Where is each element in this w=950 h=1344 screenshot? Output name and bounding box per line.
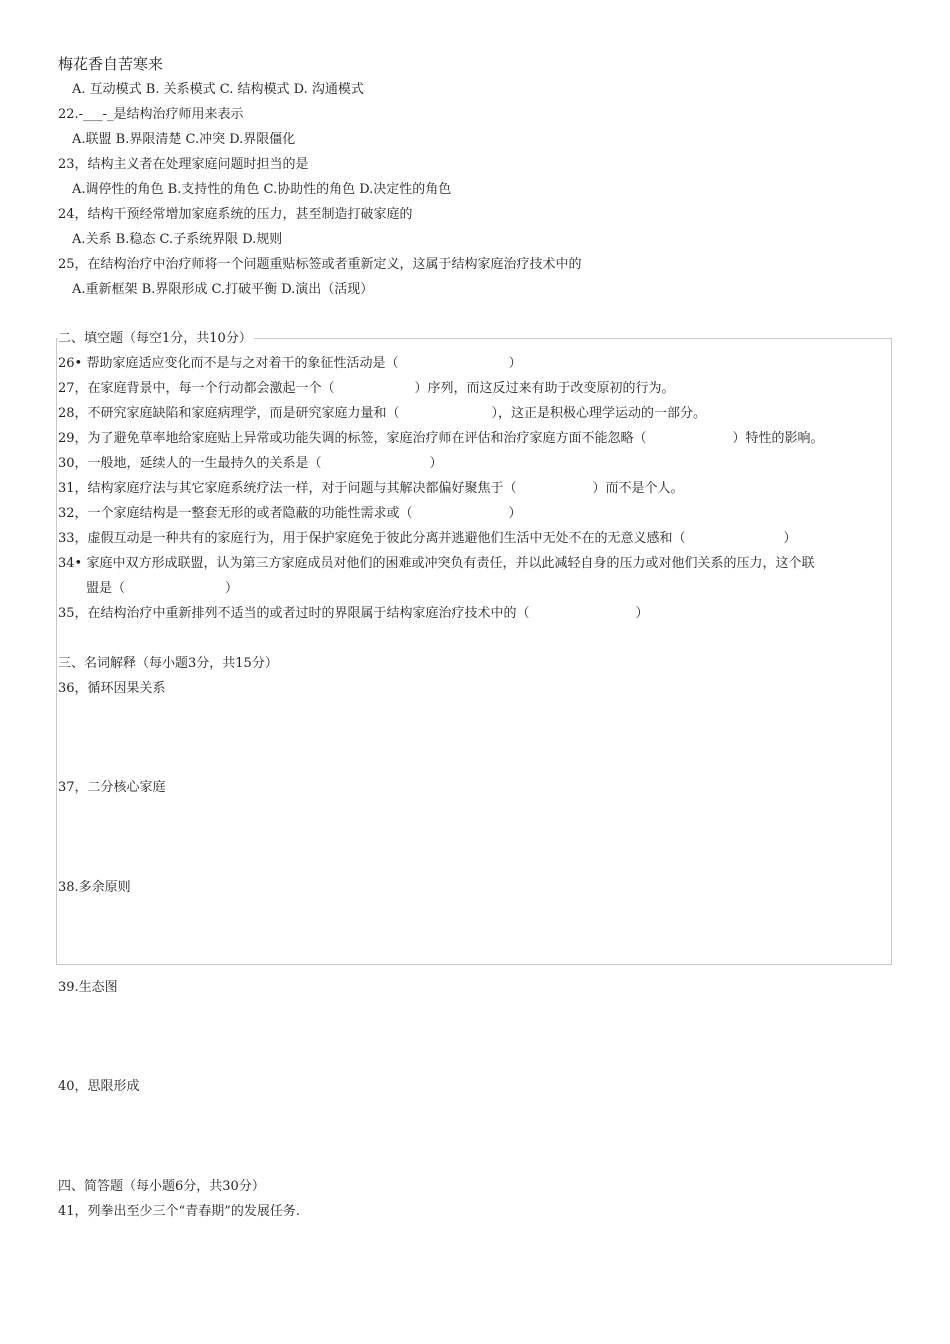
q29: 29，为了避免草率地给家庭贴上异常或功能失调的标签，家庭治疗师在评估和治疗家庭方面不能忽略（ ）特性的影响。	[58, 431, 824, 446]
q34: 34• 家庭中双方形成联盟，认为第三方家庭成员对他们的困难或冲突负有责任，并以此减轻自身的压力或对他们关系的压力，这个联	[58, 556, 815, 571]
q24-prompt: 24，结构干预经常增加家庭系统的压力，甚至制造打破家庭的	[58, 207, 413, 222]
q38: 38.多余原则	[58, 880, 131, 895]
q41: 41，列拳出至少三个“青春期”的发展任务.	[58, 1204, 300, 1219]
q22-options: A.联盟 B.界限清楚 C.冲突 D.界限僵化	[72, 132, 296, 147]
q22-prompt: 22.-___-_是结构治疗师用来表示	[58, 107, 244, 122]
q36: 36，循环因果关系	[58, 681, 166, 696]
fill-in-heading: 二、填空题（每空1分，共10分）	[58, 331, 252, 346]
short-answer-heading: 四、简答题（每小题6分，共30分）	[58, 1179, 265, 1194]
q35: 35，在结构治疗中重新排列不适当的或者过时的界限属于结构家庭治疗技术中的（ ）	[58, 606, 649, 621]
q24-options: A.关系 B.稳态 C.子系统界限 D.规则	[72, 232, 283, 247]
q40: 40，思限形成	[58, 1079, 140, 1094]
q33: 33，虚假互动是一种共有的家庭行为，用于保护家庭免于彼此分离并逃避他们生活中无处不在的无意义感和（ ）	[58, 531, 797, 546]
terms-heading: 三、名词解释（每小题3分，共15分）	[58, 656, 278, 671]
q26: 26• 帮助家庭适应变化而不是与之对着干的象征性活动是（ ）	[58, 356, 522, 371]
q32: 32，一个家庭结构是一整套无形的或者隐蔽的功能性需求或（ ）	[58, 506, 522, 521]
q31: 31，结构家庭疗法与其它家庭系统疗法一样，对于问题与其解决都偏好聚焦于（ ）而不是个人。	[58, 481, 684, 496]
q37: 37，二分核心家庭	[58, 780, 166, 795]
q25-prompt: 25，在结构治疗中治疗师将一个问题重贴标签或者重新定义，这属于结构家庭治疗技术中的	[58, 257, 582, 272]
q28: 28，不研究家庭缺陷和家庭病理学，而是研究家庭力量和（ ），这正是积极心理学运动的一部分。	[58, 406, 707, 421]
q30: 30，一般地，延续人的一生最持久的关系是（ ）	[58, 456, 443, 471]
q23-options: A.调停性的角色 B.支持性的角色 C.协助性的角色 D.决定性的角色	[72, 182, 452, 197]
q34-continued: 盟是（ ）	[86, 581, 239, 596]
q39: 39.生态图	[58, 980, 118, 995]
page-title: 梅花香自苦寒来	[58, 55, 164, 73]
q21-options: A. 互动模式 B. 关系模式 C. 结构模式 D. 沟通模式	[72, 82, 364, 97]
q27: 27，在家庭背景中，每一个行动都会激起一个（ ）序列，而这反过来有助于改变原初的行为。	[58, 381, 675, 396]
q25-options: A.重新框架 B.界限形成 C.打破平衡 D.演出（活现）	[72, 282, 374, 297]
q23-prompt: 23，结构主义者在处理家庭问题时担当的是	[58, 157, 309, 172]
